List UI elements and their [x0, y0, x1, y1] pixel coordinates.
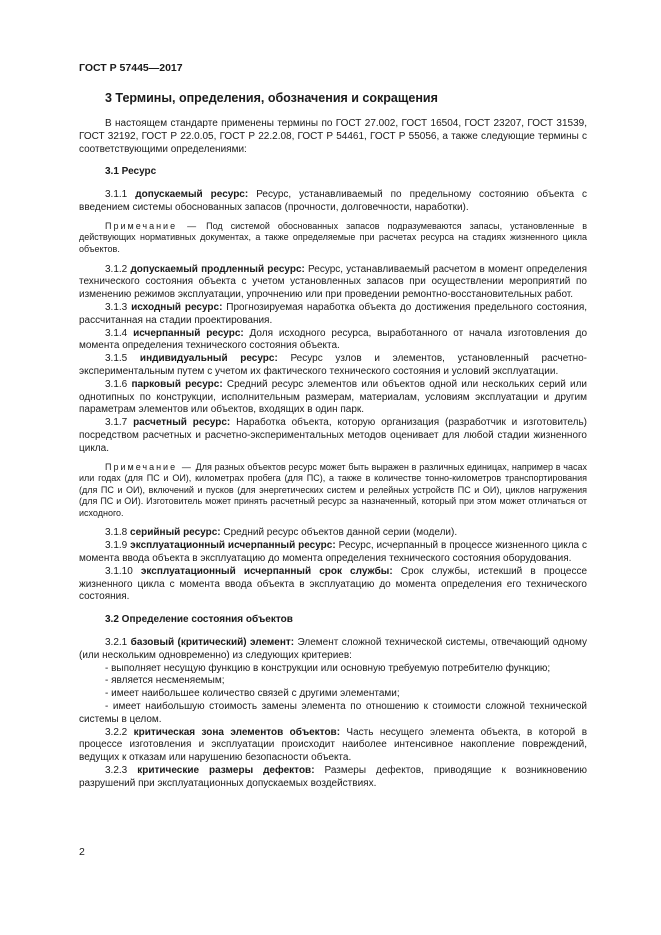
criteria-list-item: - имеет наибольшее количество связей с другими элементами; [105, 688, 400, 700]
term-definition: Ресурс, исчерпанный в процессе жизненного цикла с момента ввода объекта в эксплуатацию до момента определения технического состояния оборудования. [79, 540, 588, 565]
section-title: 3 Термины, определения, обозначения и сокращения [105, 91, 438, 105]
term-definition: Элемент сложной технической системы, отвечающий одному (или нескольким одновременно) из следующих критериев: [79, 637, 588, 661]
term-3-1-1 [79, 189, 587, 215]
term-3-1-2 [79, 264, 587, 302]
term-name: исходный ресурс: [131, 301, 223, 313]
document-body [79, 90, 587, 791]
term-3-1-10 [79, 566, 587, 604]
document-code: ГОСТ Р 57445—2017 [79, 62, 183, 74]
term-number: 3.1.6 [105, 378, 128, 390]
term-name: расчетный ресурс: [133, 417, 231, 429]
term-name: парковый ресурс: [131, 378, 223, 390]
term-number: 3.1.2 [105, 263, 128, 275]
term-definition: Доля исходного ресурса, выработанного от начала изготовления до момента определения технического состояния объекта. [79, 327, 588, 352]
term-3-1-8 [79, 527, 587, 540]
term-3-2-2 [79, 727, 587, 765]
criteria-list-item: - является несменяемым; [105, 675, 225, 687]
term-definition: Срок службы, истекший в процессе жизненного цикла с момента ввода объекта в эксплуатацию до момента определения его технического состояния. [79, 565, 588, 603]
term-number: 3.1.1 [105, 189, 128, 201]
term-name: эксплуатационный исчерпанный срок службы: [140, 565, 393, 577]
term-3-1-4 [79, 328, 587, 354]
term-number: 3.1.10 [105, 565, 133, 577]
term-name: допускаемый продленный ресурс: [130, 263, 305, 275]
term-number: 3.1.7 [105, 417, 128, 429]
subsection-title-3-2: 3.2 Определение состояния объектов [105, 614, 293, 626]
term-name: исчерпанный ресурс: [133, 327, 244, 339]
note-text: Для разных объектов ресурс может быть выражен в различных единицах, например в часах или годах (для ПС и ОИ), километрах пробега (для ПС), а также в количестве тонно-километров транспортирования (для ПС и ОИ), включений и пусков (для энергетических систем и релейных устройств ПС и ОИ), циклов нагружения (для ПС и ОИ). Изготовитель может принять расчетный ресурс за назначенный, который при этом может отличаться от исходного. [79, 461, 587, 518]
term-name: индивидуальный ресурс: [139, 353, 278, 365]
term-3-2-3 [79, 765, 587, 791]
term-3-1-5 [79, 353, 587, 379]
term-definition: Средний ресурс элементов или объектов одной или нескольких серий или однотипных по конструкции, исполнительным размерам, материалам, условиям эксплуатации и другим параметрам элементов или объектов, входящих в один парк. [79, 378, 587, 416]
term-number: 3.1.9 [105, 540, 128, 552]
note-1 [79, 221, 587, 256]
term-name: серийный ресурс: [130, 527, 221, 539]
term-definition: Средний ресурс объектов данной серии (модели). [223, 527, 458, 539]
page-number: 2 [79, 846, 85, 858]
term-3-1-7 [79, 417, 587, 455]
note-label: Примечание — [105, 220, 199, 231]
term-name: критическая зона элементов объектов: [133, 726, 341, 738]
term-definition: Ресурс узлов и элементов, установленный расчетно-экспериментальным путем с учетом их фактического технического состояния и условий эксплуатации. [79, 353, 587, 377]
term-name: допускаемый ресурс: [135, 189, 249, 201]
term-3-1-3 [79, 302, 587, 328]
term-definition: Ресурс, устанавливаемый расчетом в момент определения технического состояния объекта с учетом установленных запасов при осуществлении мероприятий по изменению режимов эксплуатации, упрочнению или при проведении ремонтно-восстановительных работ. [79, 263, 588, 301]
term-name: базовый (критический) элемент: [130, 637, 295, 649]
term-number: 3.2.1 [105, 637, 128, 649]
term-3-1-9 [79, 540, 587, 566]
term-number: 3.2.2 [105, 726, 128, 738]
note-text: Под системой обоснованных запасов подразумеваются запасы, установленные в действующих нормативных документах, а также определяемые при расчетах ресурса на стадиях жизненного цикла объектов. [79, 220, 587, 254]
term-3-1-6 [79, 379, 587, 417]
note-2 [79, 462, 587, 520]
term-3-2-1 [79, 637, 587, 663]
term-number: 3.1.4 [105, 327, 128, 339]
term-definition: Наработка объекта, которую организация (разработчик и изготовитель) посредством расчетных и расчетно-экспериментальных методов оценивает для любой стадии жизненного цикла. [79, 417, 588, 454]
term-definition: Часть несущего элемента объекта, в которой в процессе изготовления и эксплуатации происходит наиболее интенсивное накопление повреждений, ведущих к отказам или нарушению безопасности объекта. [79, 726, 588, 764]
term-name: эксплуатационный исчерпанный ресурс: [130, 540, 336, 552]
term-definition: Прогнозируемая наработка объекта до достижения предельного состояния, рассчитанная на стадии проектирования. [79, 301, 588, 326]
term-number: 3.2.3 [105, 765, 128, 777]
note-label: Примечание — [105, 461, 193, 472]
section-intro: В настоящем стандарте применены термины по ГОСТ 27.002, ГОСТ 16504, ГОСТ 23207, ГОСТ 31539, ГОСТ 32192, ГОСТ Р 22.0.05, ГОСТ Р 22.2.08, ГОСТ Р 54461, ГОСТ Р 55056, а также следующие термины с соответствующими определениями: [79, 118, 587, 155]
term-number: 3.1.3 [105, 301, 128, 313]
term-number: 3.1.8 [105, 527, 128, 539]
term-definition: Размеры дефектов, приводящие к возникновению разрушений при эксплуатационных допускаемых воздействиях. [79, 765, 587, 789]
term-number: 3.1.5 [105, 353, 128, 365]
criteria-list-item: - выполняет несущую функцию в конструкции или основную требуемую потребителю функцию; [105, 662, 551, 674]
subsection-title-3-1: 3.1 Ресурс [105, 166, 157, 178]
criteria-list-item: - имеет наибольшую стоимость замены элемента по отношению к стоимости сложной технической системы в целом. [79, 701, 587, 725]
term-definition: Ресурс, устанавливаемый по предельному состоянию объекта с введением системы обоснованных запасов (прочности, долговечности, наработки). [79, 189, 588, 213]
term-name: критические размеры дефектов: [137, 765, 315, 777]
